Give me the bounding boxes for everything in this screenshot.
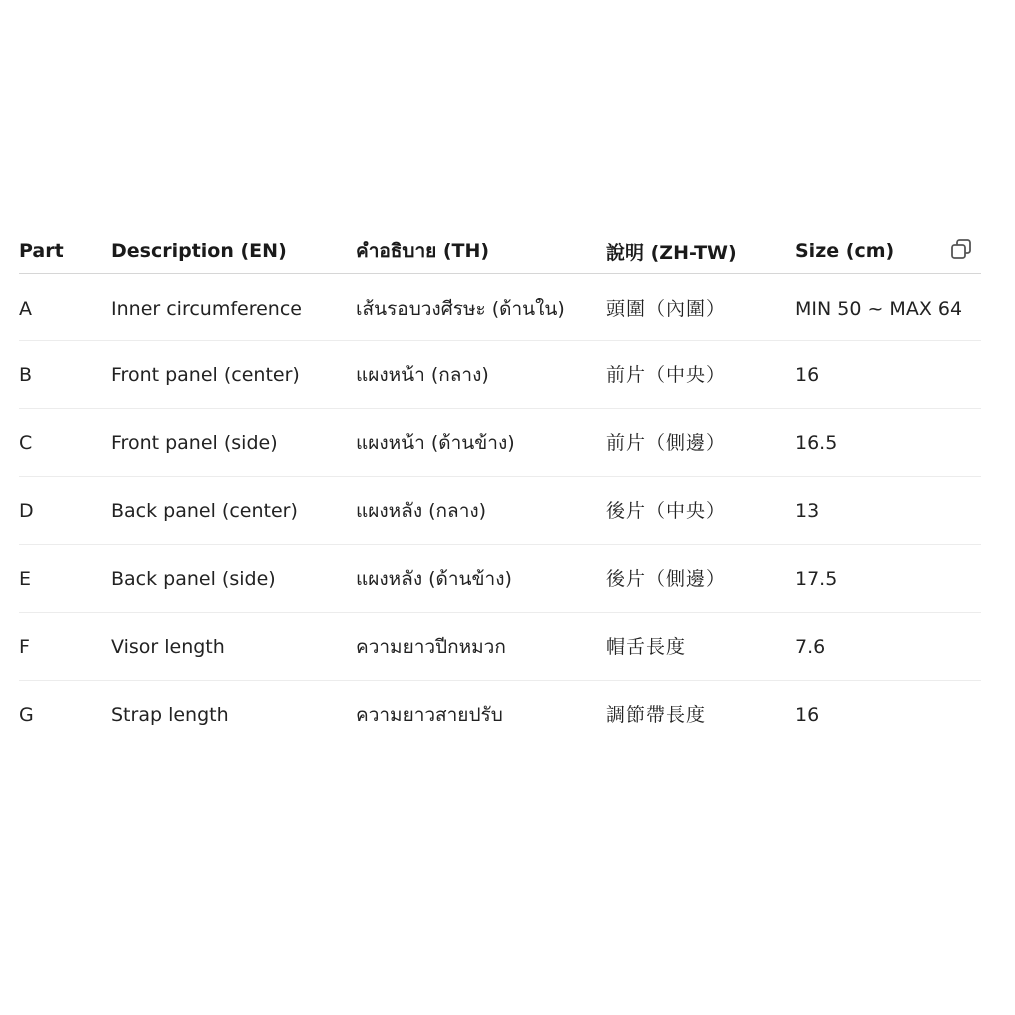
size-table-container [19, 229, 981, 748]
header-size-label: Size (cm) [795, 240, 895, 262]
cell-part: A [19, 274, 111, 341]
table-row [19, 681, 981, 749]
cell-th: แผงหลัง (กลาง) [356, 477, 606, 545]
header-description-zh: 說明 (ZH-TW) [606, 229, 795, 274]
cell-en: Visor length [111, 613, 356, 681]
cell-part: B [19, 341, 111, 409]
cell-part: F [19, 613, 111, 681]
copy-icon[interactable] [949, 237, 973, 261]
cell-size: 17.5 [795, 545, 981, 613]
cell-size: 16.5 [795, 409, 981, 477]
cell-en: Back panel (side) [111, 545, 356, 613]
cell-part: D [19, 477, 111, 545]
cell-zh: 後片（中央） [606, 477, 795, 545]
cell-en: Front panel (side) [111, 409, 356, 477]
cell-th: แผงหน้า (ด้านข้าง) [356, 409, 606, 477]
cell-en: Back panel (center) [111, 477, 356, 545]
header-part: Part [19, 229, 111, 274]
table-row [19, 341, 981, 409]
table-row [19, 477, 981, 545]
cell-part: C [19, 409, 111, 477]
cell-th: แผงหน้า (กลาง) [356, 341, 606, 409]
cell-part: G [19, 704, 34, 726]
cell-size: 13 [795, 477, 981, 545]
cell-zh: 帽舌長度 [606, 613, 795, 681]
table-body [19, 274, 981, 749]
header-size [795, 229, 981, 274]
cell-size: 16 [795, 704, 820, 726]
header-description-th: คำอธิบาย (TH) [356, 229, 606, 274]
table-header [19, 229, 981, 274]
cell-size: 7.6 [795, 613, 981, 681]
cell-zh: 前片（中央） [606, 341, 795, 409]
cell-th: เส้นรอบวงศีรษะ (ด้านใน) [356, 274, 606, 341]
header-row [19, 229, 981, 274]
cell-zh: 頭圍（內圍） [606, 274, 795, 341]
cell-th: ความยาวปีกหมวก [356, 613, 606, 681]
cell-size: 16 [795, 341, 981, 409]
table-row [19, 409, 981, 477]
cell-part: E [19, 545, 111, 613]
cell-th: แผงหลัง (ด้านข้าง) [356, 545, 606, 613]
cell-zh: 前片（側邊） [606, 409, 795, 477]
cell-en: Strap length [111, 704, 229, 726]
size-table [19, 229, 981, 748]
table-row [19, 545, 981, 613]
cell-en: Front panel (center) [111, 341, 356, 409]
table-row [19, 613, 981, 681]
cell-zh: 後片（側邊） [606, 545, 795, 613]
table-row [19, 274, 981, 341]
header-description-en: Description (EN) [111, 229, 356, 274]
cell-size: MIN 50 ~ MAX 64 [795, 274, 981, 341]
cell-th: ความยาวสายปรับ [356, 704, 503, 726]
cell-en: Inner circumference [111, 274, 356, 341]
cell-zh: 調節帶長度 [606, 704, 707, 726]
